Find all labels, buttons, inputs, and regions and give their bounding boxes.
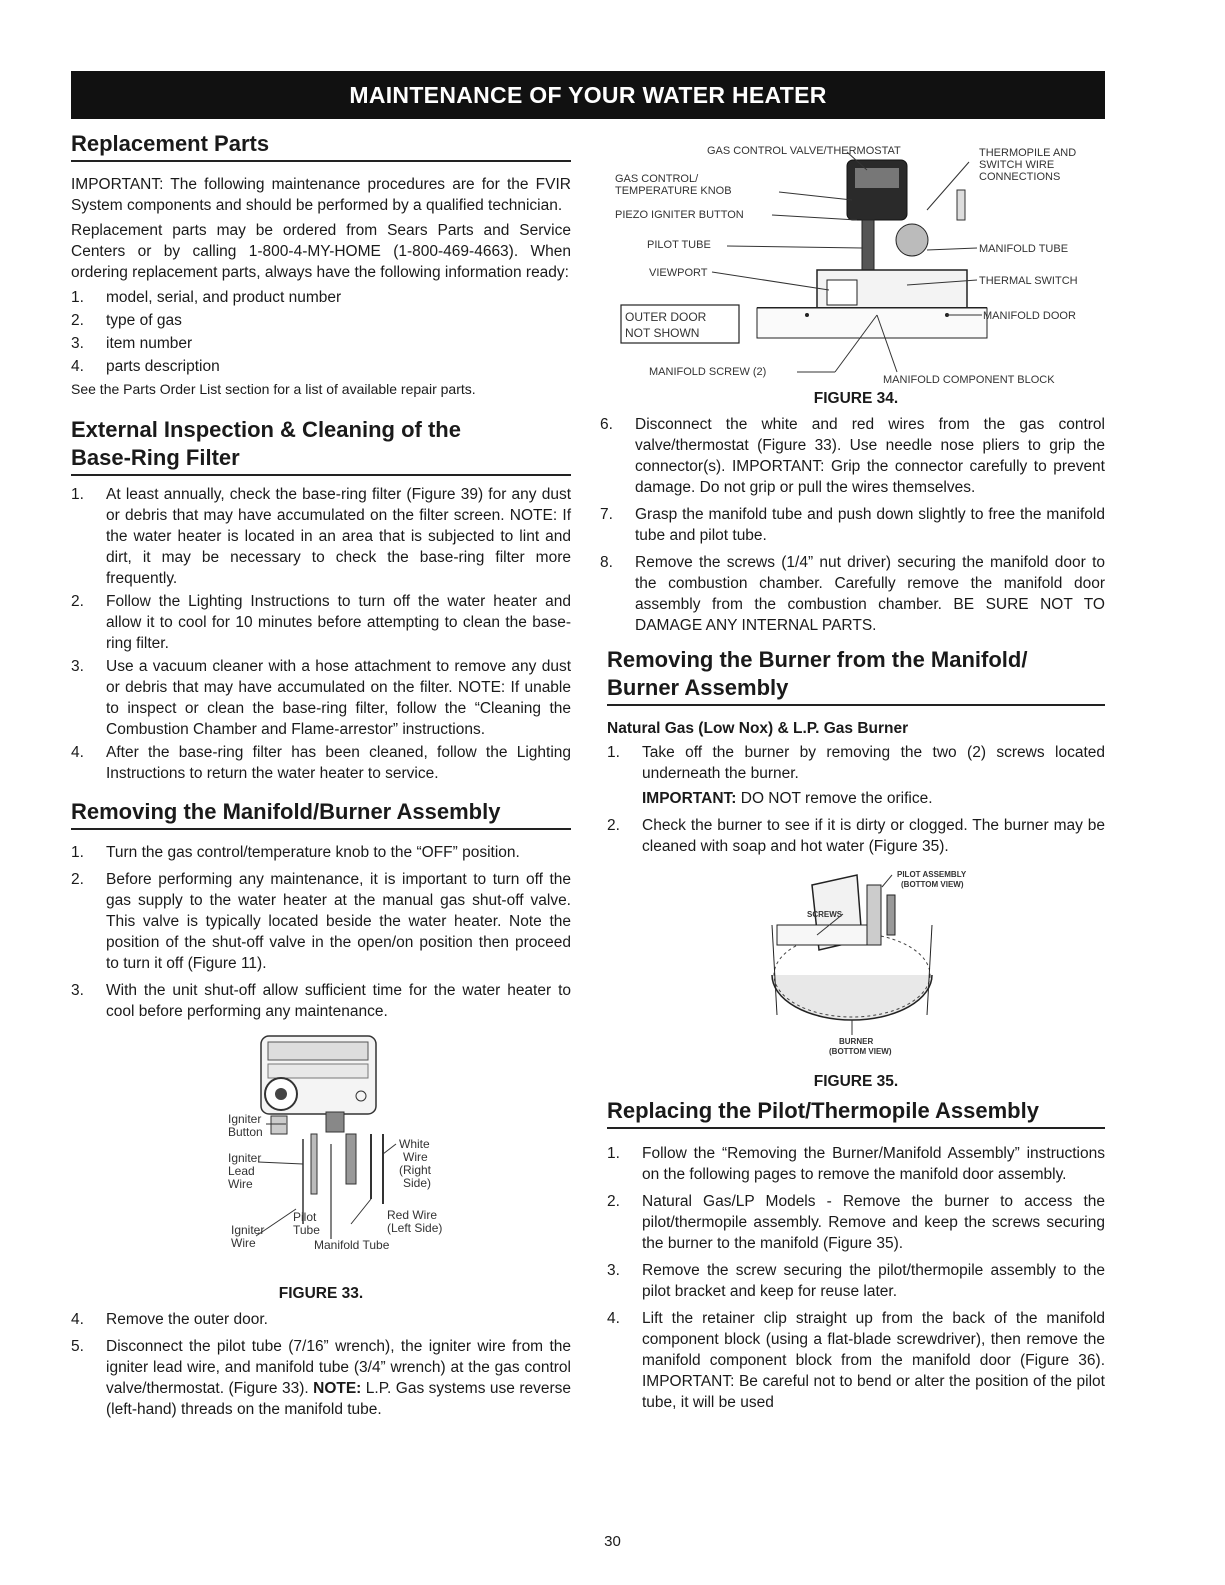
- label-red-wire-2: (Left Side): [387, 1221, 443, 1235]
- label-thermal-switch: THERMAL SWITCH: [979, 275, 1078, 287]
- list-item: 6. Disconnect the white and red wires from the gas control valve/thermostat (Figure 33). Use needle nose pliers to grip the connector(s). IMPORTANT: Grip the connector carefully to prevent damage. Do not grip or pull the wires themselves.: [600, 416, 1105, 496]
- list-item: 4. parts description: [71, 358, 220, 375]
- burner-diagram: [607, 865, 1105, 1065]
- list-item: 4. Lift the retainer clip straight up from the back of the manifold component block (using a flat-blade screwdriver), then remove the manifold component block from the manifold door (Figure 36). IMPORTANT: Be careful not to bend or alter the position of the pilot tube, it will be used: [607, 1310, 1105, 1411]
- manifold-steps-continued: [71, 1309, 571, 1420]
- parts-list-note: See the Parts Order List section for a list of available repair parts.: [71, 381, 476, 397]
- figure-34-caption: FIGURE 34.: [813, 390, 899, 407]
- manifold-steps: [71, 842, 571, 1022]
- left-column: [71, 130, 571, 1422]
- label-white-wire: White: [399, 1137, 430, 1151]
- label-white-wire-4: Side): [403, 1176, 432, 1190]
- label-igniter-button: Igniter: [228, 1112, 262, 1126]
- label-viewport: VIEWPORT: [649, 267, 708, 279]
- list-item: 1. Follow the “Removing the Burner/Manifold Assembly” instructions on the following pages to remove the manifold door assembly.: [607, 1145, 1105, 1183]
- label-thermopile: THERMOPILE AND: [979, 147, 1077, 159]
- list-item: 1. Take off the burner by removing the two (2) screws located underneath the burner.: [607, 744, 1105, 782]
- list-item: 1. At least annually, check the base-ring filter (Figure 39) for any dust or debris that may have accumulated on the filter screen. NOTE: If the water heater is located in an area that is subjected to lint and dirt, it may be necessary to check the base-ring filter more frequently.: [71, 486, 571, 587]
- label-white-wire-2: Wire: [403, 1150, 428, 1164]
- figure-33: [71, 1024, 571, 1303]
- label-component-block: MANIFOLD COMPONENT BLOCK: [883, 374, 1055, 386]
- manifold-door-diagram: [607, 140, 1105, 388]
- label-manifold-door: MANIFOLD DOOR: [983, 310, 1076, 322]
- heading-inspection-line1: External Inspection & Cleaning of the: [71, 417, 461, 442]
- label-igniter-button-2: Button: [228, 1125, 263, 1139]
- label-white-wire-3: (Right: [399, 1163, 432, 1177]
- label-burner: BURNER: [839, 1037, 874, 1046]
- list-item: 4. After the base-ring filter has been cleaned, follow the Lighting Instructions to return the water heater to service.: [71, 744, 571, 782]
- label-igniter-lead-3: Wire: [228, 1177, 253, 1191]
- heading-removing-burner-line2: Burner Assembly: [607, 674, 1105, 706]
- list-item: 1. model, serial, and product number: [71, 289, 342, 306]
- note-label: NOTE:: [313, 1380, 362, 1397]
- label-outer-door: OUTER DOOR: [625, 310, 707, 324]
- label-pilot-assembly-2: (BOTTOM VIEW): [901, 880, 964, 889]
- label-thermopile-2: SWITCH WIRE: [979, 159, 1055, 171]
- label-manifold-tube: MANIFOLD TUBE: [979, 243, 1069, 255]
- list-item: 2. Before performing any maintenance, it is important to turn off the gas supply to the water heater at the manual gas shut-off valve. This valve is typically located beside the water heater. Note the position of the shut-off valve in the open/on position then proceed to turn it off (Figure 11).: [71, 871, 571, 972]
- label-burner-2: (BOTTOM VIEW): [829, 1047, 892, 1056]
- replacement-important: IMPORTANT: The following maintenance procedures are for the FVIR System components and should be performed by a qualified technician.: [71, 176, 571, 214]
- label-red-wire: Red Wire: [387, 1208, 438, 1222]
- inspection-steps: [71, 484, 571, 784]
- label-manifold-screw: MANIFOLD SCREW (2): [649, 366, 767, 378]
- label-igniter-wire-2: Wire: [231, 1236, 256, 1250]
- page-number: 30: [604, 1533, 621, 1550]
- label-pilot-tube: PILOT TUBE: [647, 239, 711, 251]
- list-item: 2. Check the burner to see if it is dirty or clogged. The burner may be cleaned with soap and hot water (Figure 35).: [607, 817, 1105, 855]
- heading-inspection-line2: Base-Ring Filter: [71, 444, 571, 476]
- list-item: 1. Turn the gas control/temperature knob to the “OFF” position.: [71, 844, 520, 861]
- list-item: 2. Natural Gas/LP Models - Remove the burner to access the pilot/thermopile assembly. Remove and keep the screws securing the burner to the manifold (Figure 35).: [607, 1193, 1105, 1252]
- label-pilot-tube: Pilot: [293, 1210, 317, 1224]
- list-item: 8. Remove the screws (1/4” nut driver) securing the manifold door to the combustion chamber. Carefully remove the manifold door assembly from the combustion chamber. BE SURE NOT TO DAMAGE ANY INTERNAL PARTS.: [600, 554, 1105, 634]
- label-screws: SCREWS: [807, 910, 843, 919]
- label-igniter-lead: Igniter: [228, 1151, 262, 1165]
- list-item: 7. Grasp the manifold tube and push down slightly to free the manifold tube and pilot tube.: [600, 506, 1105, 544]
- figure-34: [607, 140, 1105, 408]
- list-item: 3. With the unit shut-off allow sufficient time for the water heater to cool before performing any maintenance.: [71, 982, 571, 1020]
- important-orifice: IMPORTANT: DO NOT remove the orifice.: [642, 790, 933, 807]
- heading-manifold-assembly: Removing the Manifold/Burner Assembly: [71, 798, 571, 830]
- manifold-steps-right: [600, 414, 1105, 636]
- figure-35-caption: FIGURE 35.: [813, 1073, 899, 1090]
- burner-steps: [607, 742, 1105, 784]
- list-item: 5. Disconnect the pilot tube (7/16” wrench), the igniter wire from the igniter lead wire, and manifold tube (3/4” wrench) at the gas control valve/thermostat. (Figure 33). NOTE: L.P. Gas systems use reverse (left-hand) threads on the manifold tube.: [71, 1338, 571, 1418]
- label-gas-control-valve: GAS CONTROL VALVE/THERMOSTAT: [707, 145, 901, 157]
- label-pilot-assembly: PILOT ASSEMBLY: [897, 870, 967, 879]
- list-item: 2. Follow the Lighting Instructions to turn off the water heater and allow it to cool for 10 minutes before attempting to clean the base-ring filter.: [71, 593, 571, 652]
- replacement-info-list: [71, 287, 571, 377]
- list-item: 3. Use a vacuum cleaner with a hose attachment to remove any dust or debris that may have accumulated on the filter. NOTE: If unable to inspect or clean the base-ring filter, follow the “Cleaning the Combustion Chamber and Flame-arrestor” instructions.: [71, 658, 571, 738]
- label-manifold-tube: Manifold Tube: [314, 1238, 390, 1252]
- burner-steps-continued: [607, 815, 1105, 857]
- pilot-steps: [607, 1143, 1105, 1413]
- heading-removing-burner-line1: Removing the Burner from the Manifold/: [607, 647, 1028, 672]
- right-column: [600, 140, 1105, 1415]
- list-item: 4. Remove the outer door.: [71, 1311, 268, 1328]
- label-outer-door-2: NOT SHOWN: [625, 326, 700, 340]
- subheading-burner-type: Natural Gas (Low Nox) & L.P. Gas Burner: [607, 720, 909, 737]
- list-item: 3. Remove the screw securing the pilot/thermopile assembly to the pilot bracket and keep for reuse later.: [607, 1262, 1105, 1300]
- label-igniter-lead-2: Lead: [228, 1164, 255, 1178]
- page-banner: MAINTENANCE OF YOUR WATER HEATER: [71, 71, 1105, 119]
- heading-replacement-parts: Replacement Parts: [71, 130, 571, 162]
- list-item: 3. item number: [71, 335, 193, 352]
- label-gas-control-knob: GAS CONTROL/: [615, 173, 699, 185]
- figure-33-caption: FIGURE 33.: [278, 1285, 364, 1302]
- heading-replacing-pilot: Replacing the Pilot/Thermopile Assembly: [607, 1097, 1105, 1129]
- list-item: 2. type of gas: [71, 312, 182, 329]
- gas-control-diagram: [71, 1024, 571, 1279]
- label-piezo-igniter: PIEZO IGNITER BUTTON: [615, 209, 744, 221]
- label-thermopile-3: CONNECTIONS: [979, 171, 1061, 183]
- label-gas-control-knob-2: TEMPERATURE KNOB: [615, 185, 732, 197]
- replacement-ordering: Replacement parts may be ordered from Sears Parts and Service Centers or by calling 1-800-4-MY-HOME (1-800-469-4663). When ordering replacement parts, always have the following information ready:: [71, 222, 571, 281]
- figure-35: [607, 865, 1105, 1091]
- label-igniter-wire: Igniter: [231, 1223, 265, 1237]
- label-pilot-tube-2: Tube: [293, 1223, 320, 1237]
